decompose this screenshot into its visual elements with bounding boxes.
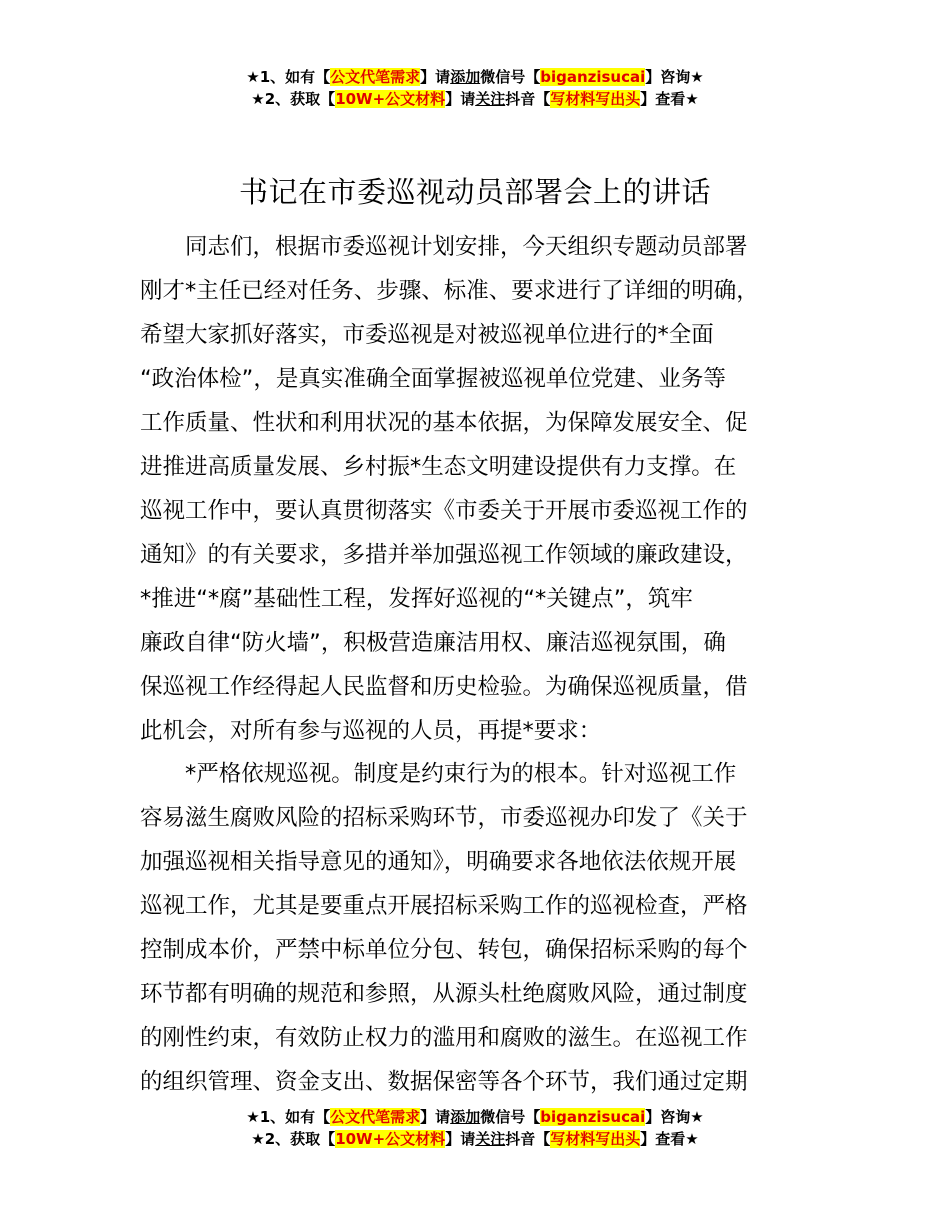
banner-text: ★2、获取【 [251, 90, 336, 108]
text-line: 的刚性约束，有效防止权力的滥用和腐败的滋生。在巡视工作 [140, 1025, 748, 1051]
text-line: 巡视工作中，要认真贯彻落实《市委关于开展市委巡视工作的 [140, 498, 748, 524]
banner-text: 抖音【 [505, 90, 551, 108]
highlight-douyin: 写材料写出头 [550, 1130, 641, 1148]
banner-emphasis: 关注 [475, 90, 506, 108]
banner-text: ★1、如有【 [246, 68, 331, 86]
highlight-ghostwriting: 公文代笔需求 [330, 1108, 421, 1126]
banner-text: 抖音【 [505, 1130, 551, 1148]
banner-line-2 [0, 88, 950, 110]
text-line: 希望大家抓好落实，市委巡视是对被巡视单位进行的*全面 [140, 322, 714, 348]
document-title: 书记在市委巡视动员部署会上的讲话 [238, 175, 711, 209]
text-line: 环节都有明确的规范和参照，从源头杜绝腐败风险，通过制度 [140, 981, 748, 1007]
banner-text: 】咨询★ [645, 68, 704, 86]
banner-text: 】请 [445, 1130, 476, 1148]
banner-text: 】查看★ [640, 90, 699, 108]
paragraph-2 [140, 752, 820, 1104]
highlight-douyin: 写材料写出头 [550, 90, 641, 108]
text-line: 容易滋生腐败风险的招标采购环节，市委巡视办印发了《关于 [140, 805, 748, 831]
banner-emphasis: 添加 [450, 68, 481, 86]
text-line: 控制成本价，严禁中标单位分包、转包，确保招标采购的每个 [140, 937, 748, 963]
text-line: 刚才*主任已经对任务、步骤、标准、要求进行了详细的明确， [140, 278, 759, 304]
text-line: 此机会，对所有参与巡视的人员，再提*要求： [140, 718, 602, 744]
highlight-wechat-id: biganzisucai [540, 1108, 646, 1126]
text-line: 廉政自律“防火墙”，积极营造廉洁用权、廉洁巡视氛围，确 [140, 630, 726, 656]
text-line: 加强巡视相关指导意见的通知》，明确要求各地依法依规开展 [140, 849, 737, 875]
banner-text: 】请 [445, 90, 476, 108]
text-line: “政治体检”，是真实准确全面掌握被巡视单位党建、业务等 [140, 366, 726, 392]
banner-emphasis: 关注 [475, 1130, 506, 1148]
highlight-materials: 10W+公文材料 [335, 1130, 446, 1148]
text-line: 保巡视工作经得起人民监督和历史检验。为确保巡视质量，借 [140, 674, 748, 700]
text-line: 巡视工作，尤其是要重点开展招标采购工作的巡视检查，严格 [140, 893, 748, 919]
footer-banner [0, 1106, 950, 1150]
banner-text: 微信号【 [480, 68, 541, 86]
banner-text: 】请 [420, 68, 451, 86]
banner-line-1 [0, 1106, 950, 1128]
text-line: 同志们，根据市委巡视计划安排，今天组织专题动员部署 [140, 234, 748, 260]
text-line: *严格依规巡视。制度是约束行为的根本。针对巡视工作 [140, 761, 737, 787]
text-line: 通知》的有关要求，多措并举加强巡视工作领域的廉政建设， [140, 542, 748, 568]
banner-emphasis: 添加 [450, 1108, 481, 1126]
banner-line-2 [0, 1128, 950, 1150]
header-banner [0, 66, 950, 110]
banner-text: ★2、获取【 [251, 1130, 336, 1148]
text-line: *推进“*腐”基础性工程，发挥好巡视的“*关键点”，筑牢 [140, 586, 693, 612]
text-line: 进推进高质量发展、乡村振*生态文明建设提供有力支撑。在 [140, 454, 737, 480]
banner-text: 】请 [420, 1108, 451, 1126]
banner-text: 】咨询★ [645, 1108, 704, 1126]
highlight-wechat-id: biganzisucai [540, 68, 646, 86]
text-line: 工作质量、性状和利用状况的基本依据，为保障发展安全、促 [140, 410, 748, 436]
text-line: 的组织管理、资金支出、数据保密等各个环节，我们通过定期 [140, 1069, 748, 1095]
highlight-materials: 10W+公文材料 [335, 90, 446, 108]
banner-text: 】查看★ [640, 1130, 699, 1148]
banner-line-1 [0, 66, 950, 88]
banner-text: ★1、如有【 [246, 1108, 331, 1126]
highlight-ghostwriting: 公文代笔需求 [330, 68, 421, 86]
paragraph-1 [140, 225, 820, 753]
banner-text: 微信号【 [480, 1108, 541, 1126]
